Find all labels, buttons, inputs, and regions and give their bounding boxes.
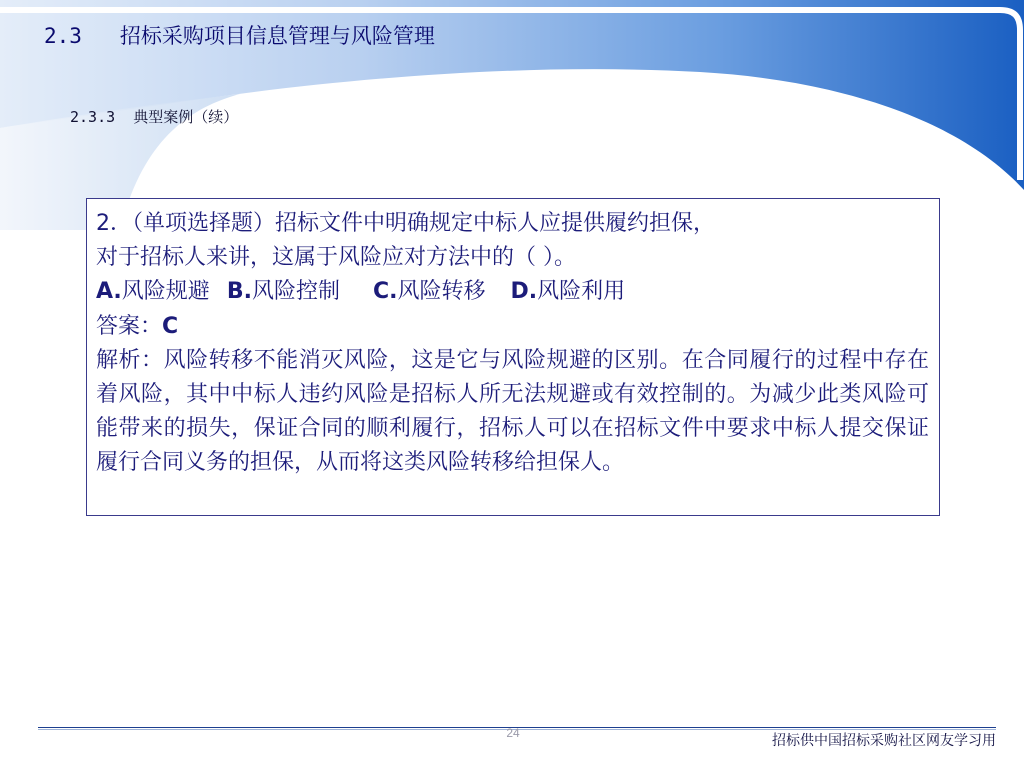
answer-line <box>96 310 929 344</box>
section-title: 2.3 招标采购项目信息管理与风险管理 <box>44 24 435 48</box>
analysis-text: 解析：风险转移不能消灭风险，这是它与风险规避的区别。在合同履行的过程中存在着风险，其中中标人违约风险是招标人所无法规避或有效控制的。为减少此类风险可能带来的损失，保证合同的顺利履行，招标人可以在招标文件中要求中标人提交保证履行合同义务的担保，从而将这类风险转移给担保人。 <box>96 347 929 476</box>
question-line-2: 对于招标人来讲，这属于风险应对方法中的（ ）。 <box>96 245 576 271</box>
answer-value: C <box>162 313 179 339</box>
option-b-letter: B. <box>226 279 252 305</box>
option-a-text: 风险规避 <box>121 279 210 305</box>
options-row <box>96 275 929 309</box>
question-box <box>86 198 940 516</box>
subsection-title: 2.3.3 典型案例（续） <box>70 108 239 126</box>
option-c-letter: C. <box>372 279 398 305</box>
option-c-text: 风险转移 <box>397 279 486 305</box>
page-number: 24 <box>506 726 520 740</box>
option-d-letter: D. <box>510 279 538 305</box>
option-d-text: 风险利用 <box>537 279 626 305</box>
option-b-text: 风险控制 <box>251 279 340 305</box>
footer-credit: 招标供中国招标采购社区网友学习用 <box>772 733 996 749</box>
option-a-letter: A. <box>96 279 122 305</box>
question-line-1: 2．（单项选择题）招标文件中明确规定中标人应提供履约担保， <box>96 211 715 236</box>
answer-label: 答案： <box>96 313 163 339</box>
